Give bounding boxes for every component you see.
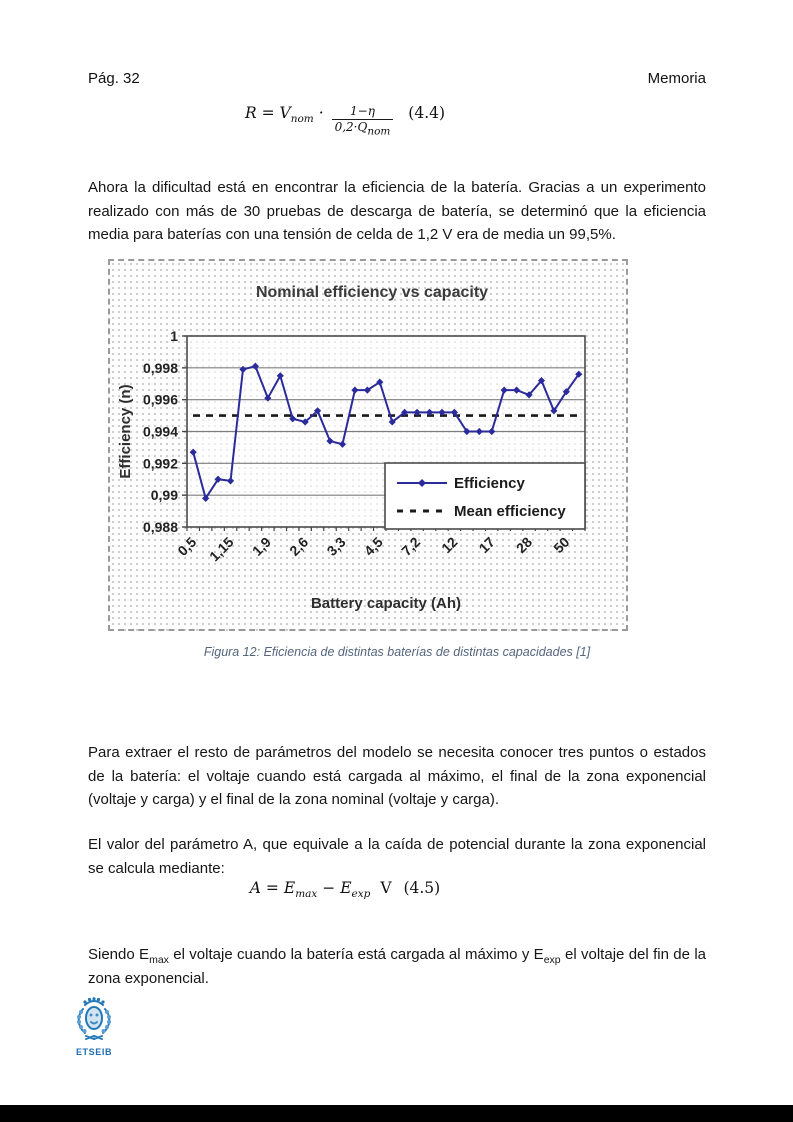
formula-e1: E [283,879,296,897]
footer-bar [0,1105,793,1122]
formula-4-4 [36,104,654,138]
x-tick-label: 2,6 [286,533,312,559]
x-tick-label: 1,15 [206,533,237,565]
chart-xlabel: Battery capacity (Ah) [310,595,462,612]
text-run: el voltaje del fin de la zona exponencial. [88,946,706,987]
y-tick-label: 0,996 [142,391,178,408]
x-tick-label: 12 [438,533,461,557]
x-tick-label: 0,5 [174,533,200,559]
y-tick-label: 0,99 [150,487,178,504]
x-tick-label: 1,9 [248,533,274,559]
figure-12-chart [108,259,628,631]
y-tick-label: 0,992 [142,455,178,472]
formula-unit: V [380,879,392,897]
formula-lhs: A [249,879,261,897]
formula-number: (4.4) [408,104,446,122]
formula-eq: = [261,104,275,122]
den-text: 0,2·Q [334,120,368,134]
subscript-max: max [149,954,169,966]
x-tick-label: 50 [550,533,573,557]
y-tick-label: 0,988 [142,519,178,535]
formula-times: · [318,104,324,122]
x-tick-label: 17 [475,533,498,557]
paragraph-3: El valor del parámetro A, que equivale a la caída de potencial durante la zona exponencial se calcula mediante: [88,836,706,877]
fraction-numerator: 1−η [332,104,394,120]
x-tick-label: 4,5 [360,533,386,559]
paragraph-2: Para extraer el resto de parámetros del modelo se necesita conocer tres puntos o estados de la batería: el voltaje cuando está cargada al máximo, el final de la zona exponencial (voltaje y carga) y el final de la zona nominal (voltaje y carga). [88,744,706,808]
formula-e2: E [340,879,352,897]
legend-label: Efficiency [454,475,525,492]
efficiency-chart [110,261,626,629]
formula-e2-sub: exp [351,888,371,901]
chart-title: Nominal efficiency vs capacity [255,284,489,301]
x-tick-label: 7,2 [398,533,424,559]
formula-e1-sub: max [295,888,318,901]
formula-var: V [279,104,291,122]
figure-caption: Figura 12: Eficiencia de distintas baterías de distintas capacidades [1] [203,645,591,659]
formula-eq: = [265,879,279,897]
x-tick-label: 28 [512,533,536,557]
formula-var-sub: nom [290,113,314,126]
y-tick-label: 1 [170,328,178,344]
paragraph-1: Ahora la dificultad está en encontrar la eficiencia de la batería. Gracias a un experimento realizado con más de 30 pruebas de descarga de batería, se determinó que la eficiencia media para baterías con una tensión de celda de 1,2 V era de media un 99,5%. [88,179,706,243]
y-tick-label: 0,998 [142,359,178,376]
subscript-exp: exp [543,954,561,966]
x-tick-label: 3,3 [323,533,349,559]
formula-number: (4.5) [403,879,441,897]
fraction-denominator [332,120,394,138]
formula-4-5 [36,879,654,901]
text-run: el voltaje cuando la batería está cargada al máximo y E [168,946,544,963]
etseib-logo [69,996,119,1057]
etseib-logo-text: ETSEIB [75,1047,113,1057]
legend-label: Mean efficiency [454,503,566,520]
header-doc-title: Memoria [647,70,706,87]
header-page-number: Pág. 32 [88,70,140,87]
chart-ylabel: Efficiency (n) [117,384,134,479]
formula-lhs: R [244,104,257,122]
formula-minus: − [322,879,336,897]
text-run: Siendo E [88,946,150,963]
formula-fraction [332,104,394,138]
y-tick-label: 0,994 [142,423,178,440]
paragraph-4 [88,943,706,990]
etseib-crest-icon [72,996,116,1042]
den-sub: nom [367,125,391,138]
